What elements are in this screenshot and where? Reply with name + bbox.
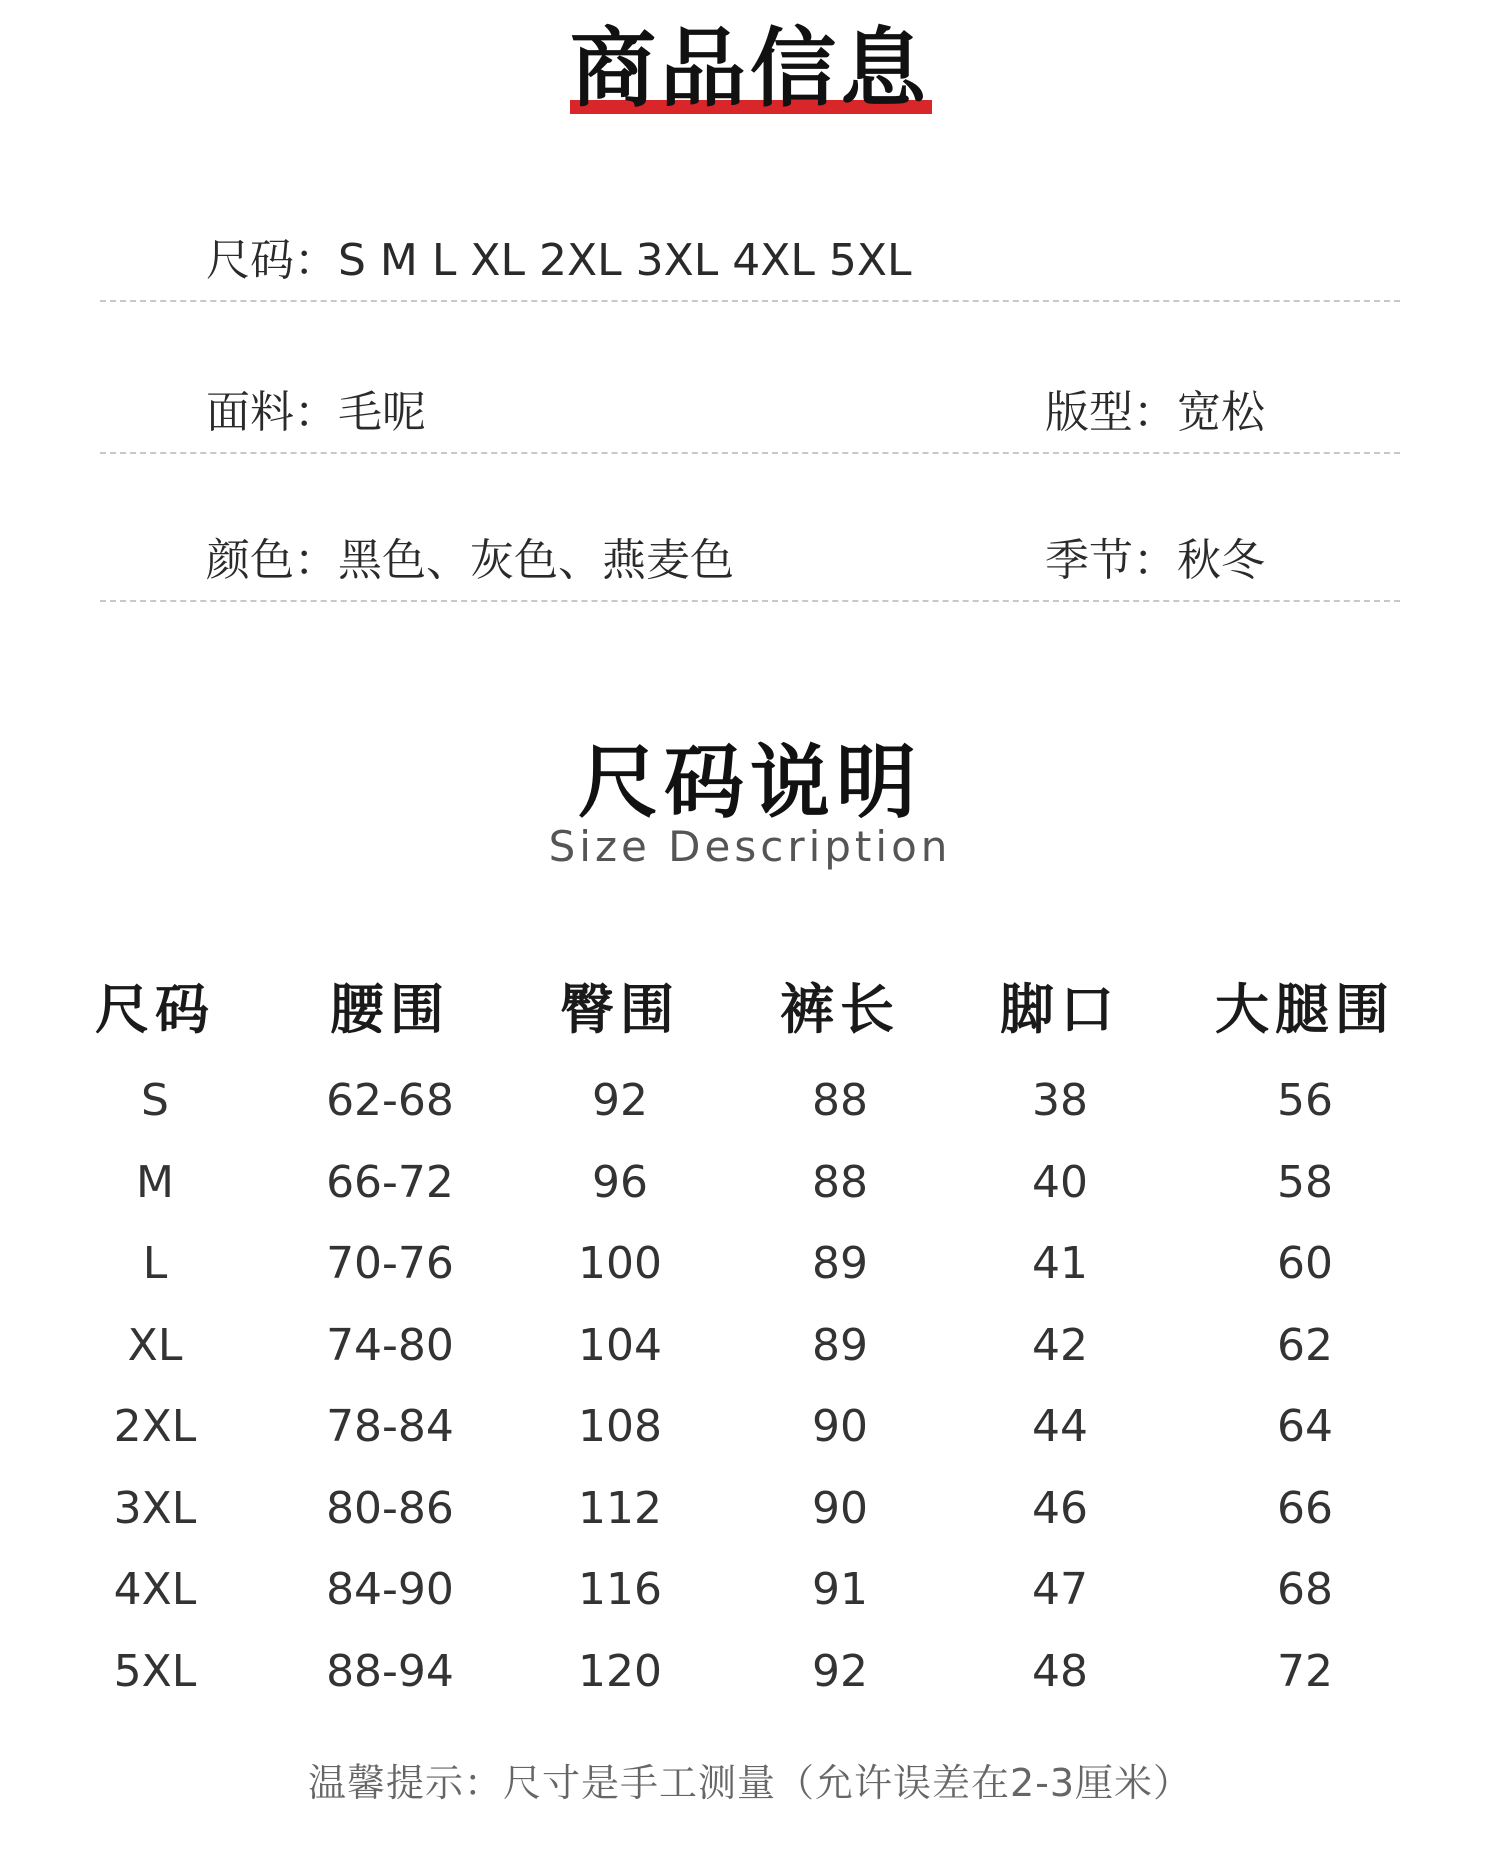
hip-cell: 92: [592, 1075, 648, 1127]
table-row: [40, 1631, 1460, 1713]
table-row: [40, 1060, 1460, 1142]
size-cell: 5XL: [113, 1645, 197, 1697]
size-cell: M: [136, 1156, 174, 1208]
waist-cell: 62-68: [326, 1075, 454, 1127]
hem-cell: 48: [1032, 1645, 1088, 1697]
thigh-cell: 62: [1277, 1319, 1333, 1371]
thigh-cell: 72: [1277, 1645, 1333, 1697]
waist-cell: 70-76: [326, 1238, 454, 1290]
info-row-color-season: [100, 520, 1400, 602]
sizes-field: 尺码：S M L XL 2XL 3XL 4XL 5XL: [206, 235, 912, 286]
hem-cell: 47: [1032, 1564, 1088, 1616]
header-length: 裤长: [780, 977, 900, 1041]
waist-cell: 80-86: [326, 1482, 454, 1534]
thigh-cell: 66: [1277, 1482, 1333, 1534]
hem-cell: 42: [1032, 1319, 1088, 1371]
size-cell: 4XL: [113, 1564, 197, 1616]
waist-cell: 84-90: [326, 1564, 454, 1616]
measurement-note: 温馨提示：尺寸是手工测量（允许误差在2-3厘米）: [307, 1761, 1193, 1805]
thigh-cell: 68: [1277, 1564, 1333, 1616]
fit-field: 版型：宽松: [1045, 387, 1265, 438]
waist-cell: 66-72: [326, 1156, 454, 1208]
colors-field: 颜色：黑色、灰色、燕麦色: [206, 535, 734, 586]
hem-cell: 46: [1032, 1482, 1088, 1534]
hem-cell: 41: [1032, 1238, 1088, 1290]
hip-cell: 108: [578, 1401, 662, 1453]
size-table-header-row: [40, 950, 1460, 1060]
length-cell: 90: [812, 1482, 868, 1534]
hem-cell: 38: [1032, 1075, 1088, 1127]
table-row: [40, 1468, 1460, 1550]
thigh-cell: 58: [1277, 1156, 1333, 1208]
length-cell: 88: [812, 1075, 868, 1127]
table-row: [40, 1305, 1460, 1387]
waist-cell: 88-94: [326, 1645, 454, 1697]
size-cell: 3XL: [113, 1482, 197, 1534]
waist-cell: 74-80: [326, 1319, 454, 1371]
table-row: [40, 1549, 1460, 1631]
table-row: [40, 1142, 1460, 1224]
table-row: [40, 1223, 1460, 1305]
length-cell: 92: [812, 1645, 868, 1697]
header-hip: 臀围: [560, 977, 680, 1041]
thigh-cell: 60: [1277, 1238, 1333, 1290]
hem-cell: 40: [1032, 1156, 1088, 1208]
size-table: [40, 950, 1460, 1712]
length-cell: 90: [812, 1401, 868, 1453]
season-field: 季节：秋冬: [1045, 535, 1265, 586]
info-row-fabric-fit: [100, 372, 1400, 454]
thigh-cell: 56: [1277, 1075, 1333, 1127]
size-cell: 2XL: [113, 1401, 197, 1453]
size-cell: XL: [127, 1319, 183, 1371]
hip-cell: 104: [578, 1319, 662, 1371]
header-waist: 腰围: [330, 977, 450, 1041]
info-row-sizes: [100, 220, 1400, 302]
header-size: 尺码: [95, 977, 215, 1041]
length-cell: 88: [812, 1156, 868, 1208]
size-cell: S: [141, 1075, 169, 1127]
hip-cell: 112: [578, 1482, 662, 1534]
size-section-subtitle: Size Description: [548, 822, 952, 871]
product-info-header: [0, 19, 1500, 119]
header-hem: 脚口: [1000, 977, 1120, 1041]
hip-cell: 100: [578, 1238, 662, 1290]
length-cell: 91: [812, 1564, 868, 1616]
size-cell: L: [142, 1238, 168, 1290]
hip-cell: 96: [592, 1156, 648, 1208]
hip-cell: 116: [578, 1564, 662, 1616]
thigh-cell: 64: [1277, 1401, 1333, 1453]
size-section-title: 尺码说明: [578, 736, 922, 829]
length-cell: 89: [812, 1238, 868, 1290]
header-thigh: 大腿围: [1215, 977, 1395, 1041]
table-row: [40, 1386, 1460, 1468]
waist-cell: 78-84: [326, 1401, 454, 1453]
hip-cell: 120: [578, 1645, 662, 1697]
product-info-title: 商品信息: [570, 19, 930, 119]
length-cell: 89: [812, 1319, 868, 1371]
fabric-field: 面料：毛呢: [206, 387, 426, 438]
hem-cell: 44: [1032, 1401, 1088, 1453]
